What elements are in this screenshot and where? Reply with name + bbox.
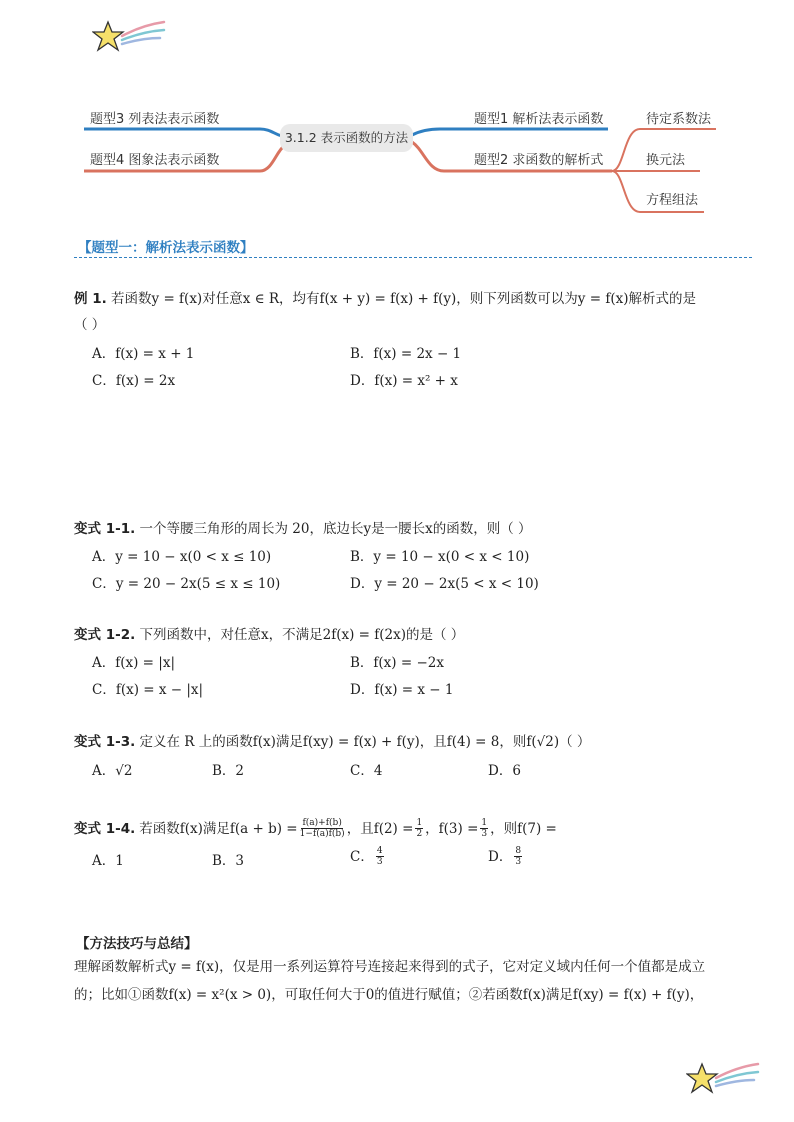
variant3-option-d: D．6 <box>488 763 521 779</box>
variant4-f3-fraction <box>480 818 488 839</box>
variant3-option-b: B．2 <box>212 763 245 779</box>
mindmap-center-node: 3.1.2 表示函数的方法 <box>280 124 413 152</box>
example1-label: 例 1. <box>74 291 107 307</box>
variant3-text: 定义在 R 上的函数f(x)满足f(xy) = f(x) + f(y)，且f(4) = 8，则f(√2)（ ） <box>139 734 591 750</box>
section-divider <box>74 257 752 258</box>
variant4-stem <box>74 818 557 839</box>
example1-text: 若函数y = f(x)对任意x ∈ R，均有f(x + y) = f(x) + f(y)，则下列函数可以为y = f(x)解析式的是 <box>111 291 696 307</box>
example1-stem-cont: （ ） <box>74 317 106 333</box>
mindmap-branch-type3: 题型3 列表法表示函数 <box>90 112 220 127</box>
variant1-option-c: C．y = 20 − 2x(5 ≤ x ≤ 10) <box>92 576 281 592</box>
variant4-option-c <box>350 846 384 867</box>
variant4-option-c-den: 3 <box>376 857 383 867</box>
variant3-option-a: A．√2 <box>92 763 133 779</box>
variant2-option-d: D．f(x) = x − 1 <box>350 682 454 698</box>
variant1-option-d: D．y = 20 − 2x(5 < x < 10) <box>350 576 539 592</box>
variant2-option-c: C．f(x) = x − |x| <box>92 682 204 698</box>
example1-option-a: A．f(x) = x + 1 <box>92 346 195 362</box>
summary-line-1: 理解函数解析式y = f(x)，仅是用一系列运算符号连接起来得到的式子，它对定义域内任何一个值都是成立 <box>74 959 706 975</box>
variant4-f2-den: 2 <box>416 829 423 839</box>
variant3-label: 变式 1-3. <box>74 734 136 750</box>
example1-stem <box>74 290 696 308</box>
variant4-text-a: 若函数f(x)满足f(a + b) = <box>139 820 298 837</box>
variant4-option-b: B．3 <box>212 853 245 869</box>
variant4-option-d <box>488 846 522 867</box>
variant2-option-b: B．f(x) = −2x <box>350 655 444 671</box>
example1-option-c: C．f(x) = 2x <box>92 373 176 389</box>
mindmap-sub-substitution: 换元法 <box>646 153 686 168</box>
variant1-option-b: B．y = 10 − x(0 < x < 10) <box>350 549 530 565</box>
variant4-f2-fraction <box>415 818 423 839</box>
variant4-fraction-num: f(a)+f(b) <box>302 818 342 828</box>
variant4-text-c: ，f(3) = <box>425 820 479 837</box>
mindmap-branch-type4: 题型4 图象法表示函数 <box>90 153 220 168</box>
star-decoration-bottom <box>686 1058 762 1102</box>
variant4-fraction-den: 1−f(a)f(b) <box>299 829 345 839</box>
variant4-fraction <box>300 818 345 839</box>
summary-title: 【方法技巧与总结】 <box>76 936 198 952</box>
variant4-option-d-fraction <box>514 846 522 867</box>
variant1-stem <box>74 520 532 538</box>
example1-option-b: B．f(x) = 2x − 1 <box>350 346 462 362</box>
variant1-text: 一个等腰三角形的周长为 20，底边长y是一腰长x的函数，则（ ） <box>139 521 532 537</box>
mindmap-sub-equation-system: 方程组法 <box>646 193 699 208</box>
variant4-f3-den: 3 <box>481 829 488 839</box>
variant4-text-d: ，则f(7) = <box>490 820 557 837</box>
variant3-stem <box>74 733 590 751</box>
variant4-option-c-letter: C． <box>350 848 374 865</box>
variant2-stem <box>74 626 464 644</box>
mindmap-sub-undetermined-coefficients: 待定系数法 <box>646 112 712 127</box>
variant4-option-d-num: 8 <box>515 846 522 856</box>
variant4-f2-num: 1 <box>416 818 423 828</box>
variant4-f3-num: 1 <box>481 818 488 828</box>
variant1-option-a: A．y = 10 − x(0 < x ≤ 10) <box>92 549 272 565</box>
variant2-text: 下列函数中，对任意x，不满足2f(x) = f(2x)的是（ ） <box>139 627 465 643</box>
section-title: 【题型一：解析法表示函数】 <box>78 240 254 256</box>
mindmap-branch-type2: 题型2 求函数的解析式 <box>474 153 604 168</box>
summary-line-2: 的；比如①函数f(x) = x²(x > 0)，可取任何大于0的值进行赋值；②若函数f(x)满足f(xy) = f(x) + f(y)， <box>74 987 704 1003</box>
example1-option-d: D．f(x) = x² + x <box>350 373 458 389</box>
mindmap-branch-type1: 题型1 解析法表示函数 <box>474 112 604 127</box>
variant2-option-a: A．f(x) = |x| <box>92 655 175 671</box>
variant4-label: 变式 1-4. <box>74 820 136 837</box>
variant3-option-c: C．4 <box>350 763 383 779</box>
variant2-label: 变式 1-2. <box>74 627 136 643</box>
variant4-option-c-num: 4 <box>376 846 383 856</box>
variant4-text-b: ，且f(2) = <box>346 820 414 837</box>
variant4-option-d-letter: D． <box>488 848 513 865</box>
variant4-option-c-fraction <box>376 846 384 867</box>
variant4-option-a: A．1 <box>92 853 124 869</box>
variant4-option-d-den: 3 <box>515 857 522 867</box>
variant1-label: 变式 1-1. <box>74 521 136 537</box>
